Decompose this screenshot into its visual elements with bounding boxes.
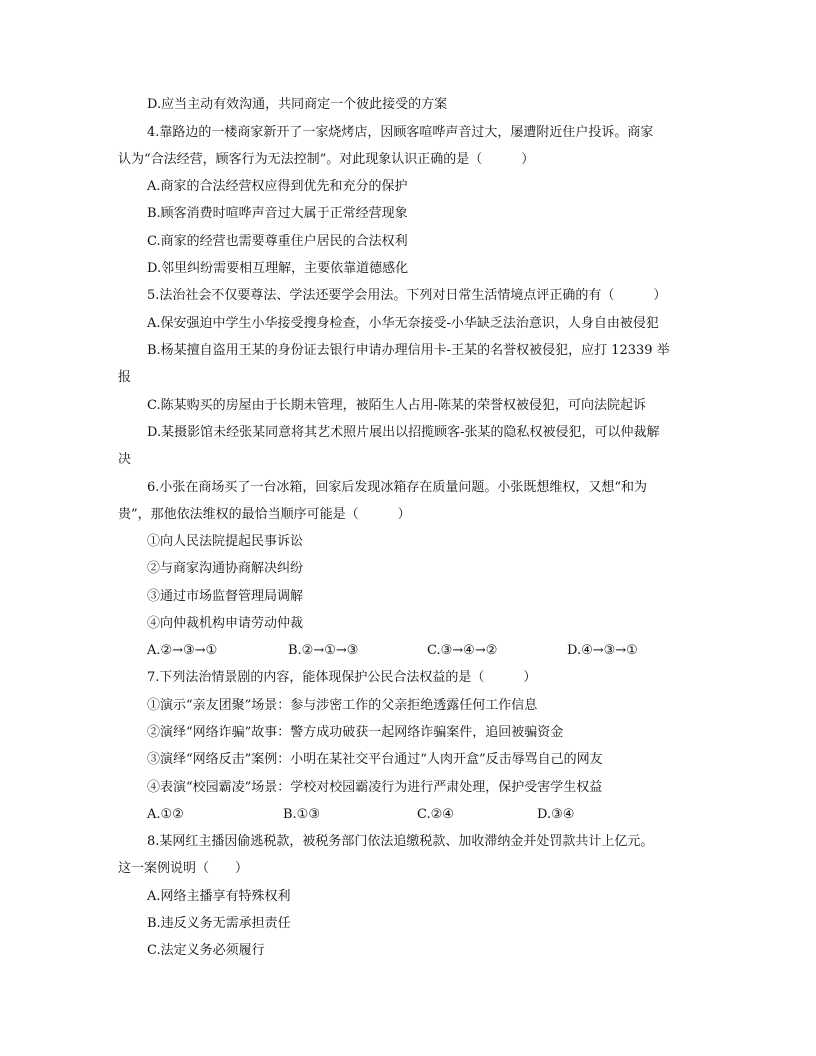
q4-option-b: B.顾客消费时喧哗声音过大属于正常经营现象 (147, 206, 408, 221)
q7-option-c: C.②④ (417, 807, 454, 822)
q6-item-2: ②与商家沟通协商解决纠纷 (147, 561, 304, 576)
q6-item-4: ④向仲裁机构申请劳动仲裁 (147, 616, 304, 631)
q6-item-1: ①向人民法院提起民事诉讼 (147, 534, 304, 549)
q7-item-1: ①演示“亲友团聚”场景：参与涉密工作的父亲拒绝透露任何工作信息 (147, 698, 538, 713)
q7-option-b: B.①③ (283, 807, 320, 822)
q7-item-2: ②演绎“网络诈骗”故事：警方成功破获一起网络诈骗案件，追回被骗资金 (147, 725, 564, 740)
q6-option-a: A.②→③→① (147, 643, 218, 658)
q8-option-b: B.违反义务无需承担责任 (147, 916, 291, 931)
q6-option-c: C.③→④→② (427, 643, 498, 658)
q8-stem-line1: 8.某网红主播因偷逃税款，被税务部门依法追缴税款、加收滞纳金并处罚款共计上亿元。 (147, 834, 654, 849)
q7-option-d: D.③④ (537, 807, 575, 822)
q7-item-3: ③演绎“网络反击”案例：小明在某社交平台通过“人肉开盒”反击辱骂自己的网友 (147, 752, 603, 767)
q4-stem-line2: 认为“合法经营，顾客行为无法控制”。对此现象认识正确的是（ ） (118, 152, 535, 167)
q5-option-a: A.保安强迫中学生小华接受搜身检查，小华无奈接受-小华缺乏法治意识，人身自由被侵犯 (147, 316, 659, 331)
q7-item-4: ④表演“校园霸凌”场景：学校对校园霸凌行为进行严肃处理，保护受害学生权益 (147, 780, 603, 795)
q6-stem-line1: 6.小张在商场买了一台冰箱，回家后发现冰箱存在质量问题。小张既想维权，又想“和为 (147, 480, 648, 495)
q6-stem-line2: 贵”，那他依法维权的最恰当顺序可能是（ ） (118, 507, 411, 522)
q5-option-c: C.陈某购买的房屋由于长期未管理，被陌生人占用-陈某的荣誉权被侵犯，可向法院起诉 (147, 398, 647, 413)
q8-stem-line2: 这一案例说明（ ） (118, 861, 249, 876)
q5-option-b: B.杨某擅自盗用王某的身份证去银行申请办理信用卡-王某的名誉权被侵犯，应打 12339 举 (147, 343, 670, 358)
q4-option-c: C.商家的经营也需要尊重住户居民的合法权利 (147, 234, 408, 249)
q4-option-d: D.邻里纠纷需要相互理解，主要依靠道德感化 (147, 261, 409, 276)
q3-option-d: D.应当主动有效沟通，共同商定一个彼此接受的方案 (147, 97, 448, 112)
q7-stem: 7.下列法治情景剧的内容，能体现保护公民合法权益的是（ ） (147, 670, 537, 685)
q6-option-d: D.④→③→① (567, 643, 638, 658)
q5-option-d-cont: 决 (118, 452, 132, 467)
q6-option-b: B.②→①→③ (288, 643, 359, 658)
q7-option-a: A.①② (147, 807, 184, 822)
q5-option-d: D.某摄影馆未经张某同意将其艺术照片展出以招揽顾客-张某的隐私权被侵犯，可以仲裁解 (147, 425, 660, 440)
q8-option-a: A.网络主播享有特殊权利 (147, 889, 291, 904)
q4-stem-line1: 4.靠路边的一楼商家新开了一家烧烤店，因顾客喧哗声音过大，屡遭附近住户投诉。商家 (147, 125, 654, 140)
q6-item-3: ③通过市场监督管理局调解 (147, 589, 304, 604)
q5-option-b-cont: 报 (118, 370, 132, 385)
q4-option-a: A.商家的合法经营权应得到优先和充分的保护 (147, 179, 408, 194)
q5-stem: 5.法治社会不仅要尊法、学法还要学会用法。下列对日常生活情境点评正确的有（ ） (147, 288, 667, 303)
q8-option-c: C.法定义务必须履行 (147, 943, 265, 958)
